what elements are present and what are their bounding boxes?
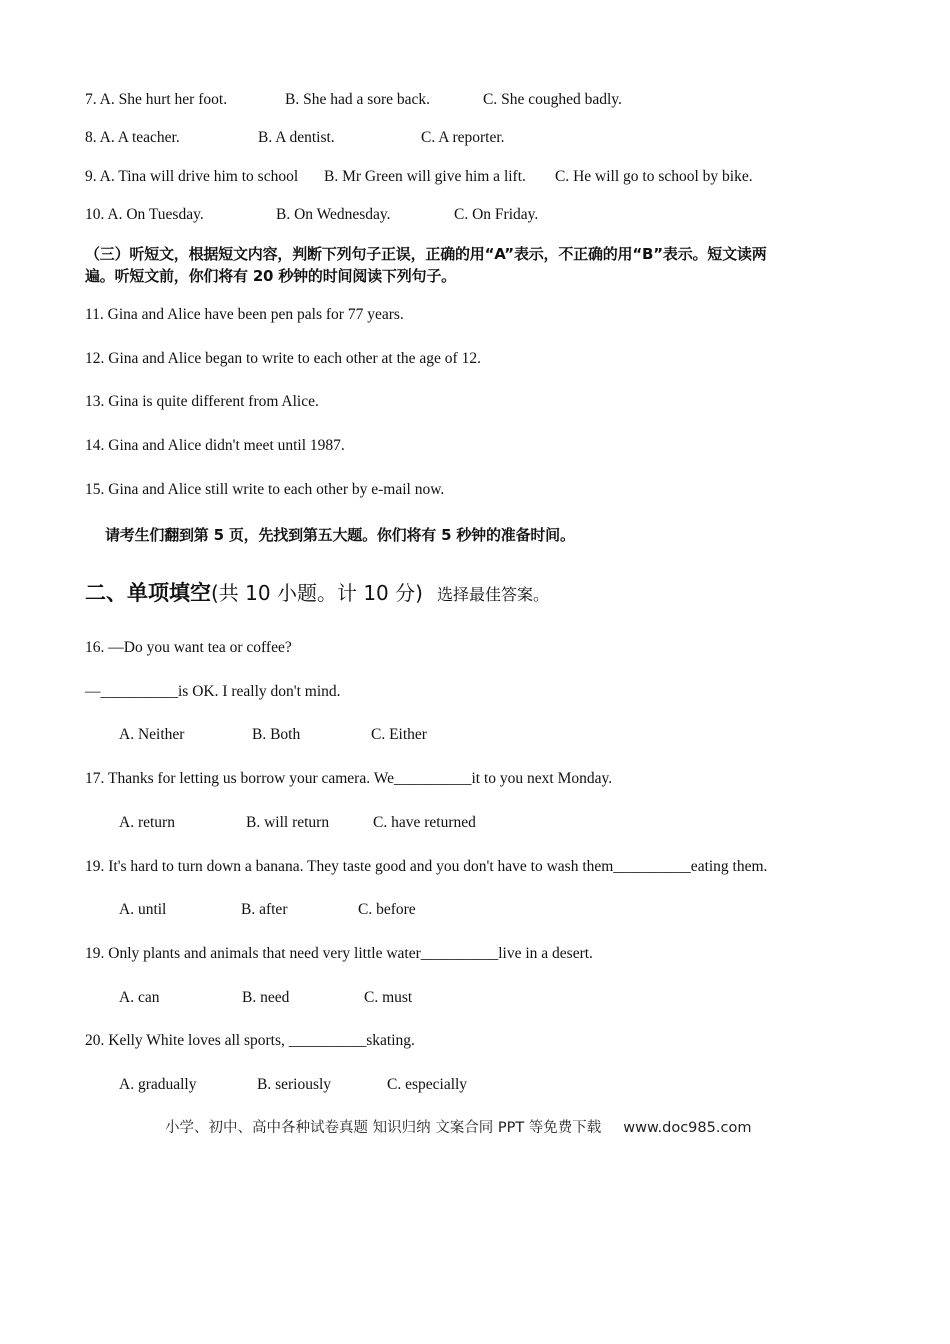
- section-title-main: 二、单项填空: [85, 581, 211, 605]
- option-b: B. after: [241, 901, 288, 918]
- footer-url: www.doc985.com: [623, 1120, 752, 1136]
- option-b: B. will return: [246, 814, 330, 831]
- option-a: A. return: [119, 814, 175, 831]
- option-a: 10. A. On Tuesday.: [85, 206, 204, 223]
- option-b: B. seriously: [257, 1076, 332, 1093]
- option-c: C. have returned: [373, 814, 476, 831]
- statement-14: 14. Gina and Alice didn't meet until 1987.: [85, 437, 345, 454]
- option-a: 9. A. Tina will drive him to school: [85, 168, 299, 185]
- statement-12: 12. Gina and Alice began to write to each other at the age of 12.: [85, 350, 481, 367]
- option-a: 7. A. She hurt her foot.: [85, 91, 228, 108]
- option-b: B. Mr Green will give him a lift.: [324, 168, 526, 185]
- part3-instructions-line1: （三）听短文，根据短文内容，判断下列句子正误，正确的用“A”表示，不正确的用“B”表示。短文读两: [85, 245, 767, 263]
- section-title: [85, 577, 549, 607]
- option-a: A. can: [119, 989, 160, 1006]
- option-c: C. She coughed badly.: [483, 91, 622, 108]
- question-19a-stem: 19. It's hard to turn down a banana. They taste good and you don't have to wash them__________eating them.: [85, 858, 768, 875]
- statement-13: 13. Gina is quite different from Alice.: [85, 393, 319, 410]
- option-b: B. A dentist.: [258, 129, 335, 146]
- question-19b-stem: 19. Only plants and animals that need very little water__________live in a desert.: [85, 945, 593, 962]
- question-16-stem: 16. —Do you want tea or coffee?: [85, 639, 292, 656]
- question-20-stem: 20. Kelly White loves all sports, __________skating.: [85, 1032, 415, 1049]
- option-a: A. until: [119, 901, 167, 918]
- option-c: C. He will go to school by bike.: [555, 168, 753, 185]
- question-16-stem-2: —__________is OK. I really don't mind.: [85, 683, 341, 700]
- footer-text: 小学、初中、高中各种试卷真题 知识归纳 文案合同 PPT 等免费下载: [165, 1120, 602, 1136]
- option-b: B. need: [242, 989, 290, 1006]
- option-b: B. Both: [252, 726, 301, 743]
- option-c: C. A reporter.: [421, 129, 505, 146]
- part3-instructions-line2: 遍。听短文前，你们将有 20 秒钟的时间阅读下列句子。: [85, 267, 456, 285]
- section-title-count: (共 10 小题。计 10 分): [211, 581, 423, 605]
- option-b: B. On Wednesday.: [276, 206, 391, 223]
- option-b: B. She had a sore back.: [285, 91, 431, 108]
- option-c: C. must: [364, 989, 413, 1006]
- statement-15: 15. Gina and Alice still write to each other by e-mail now.: [85, 481, 445, 498]
- statement-11: 11. Gina and Alice have been pen pals for 77 years.: [85, 306, 404, 323]
- option-c: C. especially: [387, 1076, 468, 1093]
- question-17-stem: 17. Thanks for letting us borrow your camera. We__________it to you next Monday.: [85, 770, 613, 787]
- option-c: C. Either: [371, 726, 427, 743]
- option-c: C. before: [358, 901, 416, 918]
- option-c: C. On Friday.: [454, 206, 539, 223]
- turn-page-instruction: 请考生们翻到第 5 页，先找到第五大题。你们将有 5 秒钟的准备时间。: [105, 526, 575, 544]
- page-footer: [165, 1116, 751, 1137]
- section-title-sub: 选择最佳答案。: [436, 585, 549, 604]
- option-a: 8. A. A teacher.: [85, 129, 180, 146]
- option-a: A. gradually: [119, 1076, 197, 1093]
- option-a: A. Neither: [119, 726, 185, 743]
- part3-instructions: [85, 243, 875, 287]
